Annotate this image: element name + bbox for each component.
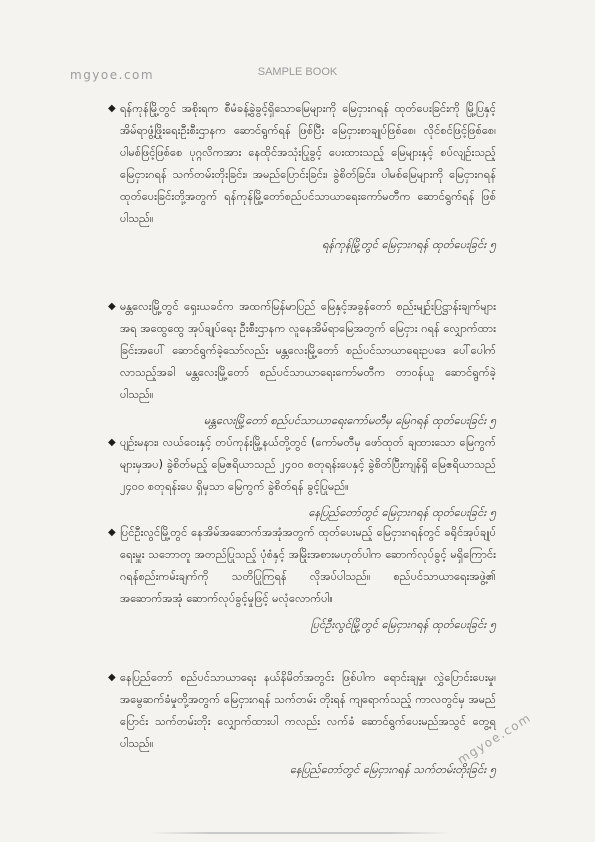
entry-source: နေပြည်တော်တွင် မြေငှားဂရန် သက်တမ်းတိုးခြင်း ၅ [289,763,496,776]
entry-3 [106,432,496,524]
diamond-bullet-icon: ◆ [108,103,116,114]
diamond-bullet-icon: ◆ [108,672,116,683]
diamond-bullet-icon: ◆ [108,527,116,538]
diamond-bullet-icon: ◆ [108,301,116,312]
entry-text: ပျဉ်းမနား၊ လယ်ဝေးနှင့် တပ်ကုန်းမြို့နယ်တို့တွင် (ကော်မတီမှ ဖော်ထုတ် ချထားသော မြေကွက်များမှအပ) ခွဲစိတ်မည့် မြေဧရိယာသည် ၂၄၀၀ စတုရန်းပေနှင့် ခွဲစိတ်ပြီးကျန်ရှိ မြေဧရိယာသည် ၂၄၀၀ စတုရန်းပေ ရှိမှသာ မြေကွက် ခွဲစိတ်ရန် ခွင့်ပြုမည်။ [120,436,496,493]
diamond-bullet-icon: ◆ [108,437,116,448]
entry-1 [106,98,496,256]
entry-5 [106,667,496,781]
watermark-top: mgyoe.com [70,68,155,82]
entry-text: မန္တလေးမြို့တွင် ရှေးယခင်က အထက်မြန်မာပြည် မြေနှင့်အခွန်တော် စည်းမျဉ်းပြဋ္ဌာန်းချက်များအရ အထွေထွေ အုပ်ချုပ်ရေး ဦးစီးဌာနက လူနေအိမ်ရာမြေအတွက် မြေငှား ဂရန် လျှောက်ထားခြင်းအပေါ် ဆောင်ရွက်ခဲ့သော်လည်း မန္တလေးမြို့တော် စည်ပင်သာယာရေးဥပဒေ ပေါ်ပေါက်လာသည့်အခါ မန္တလေးမြို့တော် စည်ပင်သာယာရေးကော်မတီက တာဝန်ယူ ဆောင်ရွက်ခဲ့ပါသည်။ [120,300,496,401]
entry-source: ပြင်ဦးလွင်မြို့တွင် မြေငှားဂရန် ထုတ်ပေးခြင်း ၅ [310,618,496,631]
entry-2 [106,296,496,432]
watermark-bottom: mgyoe.com [455,710,534,767]
page-edge-divider [150,832,450,834]
entry-4 [106,522,496,636]
entry-source: ရန်ကုန်မြို့တွင် မြေငှားဂရန် ထုတ်ပေးခြင်း ၅ [321,238,496,251]
entry-text: ရန်ကုန်မြို့တွင် အစိုးရက စီမံခန့်ခွဲခွင့်ရှိသောမြေများကို မြေငှားဂရန် ထုတ်ပေးခြင်းကို မြို့ပြနှင့်အိမ်ရာဖွံ့ဖြိုးရေးဦးစီးဌာနက ဆောင်ရွက်ရန် ဖြစ်ပြီး မြေငှားစာချုပ်ဖြစ်စေ၊ လိုင်စင်ဖြင့်ဖြစ်စေ၊ ပါမစ်ဖြင့်ဖြစ်စေ ပုဂ္ဂလိကအား နေထိုင်အသုံးပြုခွင့် ပေးထားသည့် မြေများနှင့် စပ်လျဉ်းသည့် မြေငှားဂရန် သက်တမ်းတိုးခြင်း၊ အမည်ပြောင်းခြင်း၊ ခွဲစိတ်ခြင်း၊ ပါမစ်မြေများကို မြေငှားဂရန် ထုတ်ပေးခြင်းတို့အတွက် ရန်ကုန်မြို့တော်စည်ပင်သာယာရေးကော်မတီက ဆောင်ရွက်ရန် ဖြစ်ပါသည်။ [120,102,496,225]
entry-source: နေပြည်တော်တွင် မြေငှားဂရန် ထုတ်ပေးခြင်း ၅ [308,506,496,519]
entry-text: ပြင်ဦးလွင်မြို့တွင် နေအိမ်အဆောက်အအုံအတွက် ထုတ်ပေးမည့် မြေငှားဂရန်တွင် ခရိုင်အုပ်ချုပ်ရေးမှူး သဘောတူ အတည်ပြုသည့် ပုံစံနှင့် အမြိုးအစားမဟုတ်ပါက ဆောက်လုပ်ခွင့် မရှိကြောင်း ဂရန်စည်းကမ်းချက်ကို သတိပြုကြရန် လိုအပ်ပါသည်။ စည်ပင်သာယာရေးအဖွဲ့၏ အဆောက်အအုံ ဆောက်လုပ်ခွင့်မှုဖြင့် မလုံလောက်ပါ။ [120,526,496,605]
entry-source: မန္တလေးမြို့တော် စည်ပင်သာယာရေးကော်မတီမှ မြေဂရန် ထုတ်ပေးခြင်း ၅ [203,414,496,427]
sample-book-label: SAMPLE BOOK [257,66,338,78]
entry-text: နေပြည်တော် စည်ပင်သာယာရေး နယ်နိမိတ်အတွင်း ဖြစ်ပါက ရောင်းချမှု၊ လွှဲပြောင်းပေးမှု၊ အမွေဆက်ခံမှုတို့အတွက် မြေငှားဂရန် သက်တမ်း တိုးရန် ကျရောက်သည့် ကာလတွင်မှ အမည်ပြောင်း သက်တမ်းတိုး လျှောက်ထားပါ ကလည်း လက်ခံ ဆောင်ရွက်ပေးမည်အသွင် တွေ့ရပါသည်။ [120,671,496,750]
